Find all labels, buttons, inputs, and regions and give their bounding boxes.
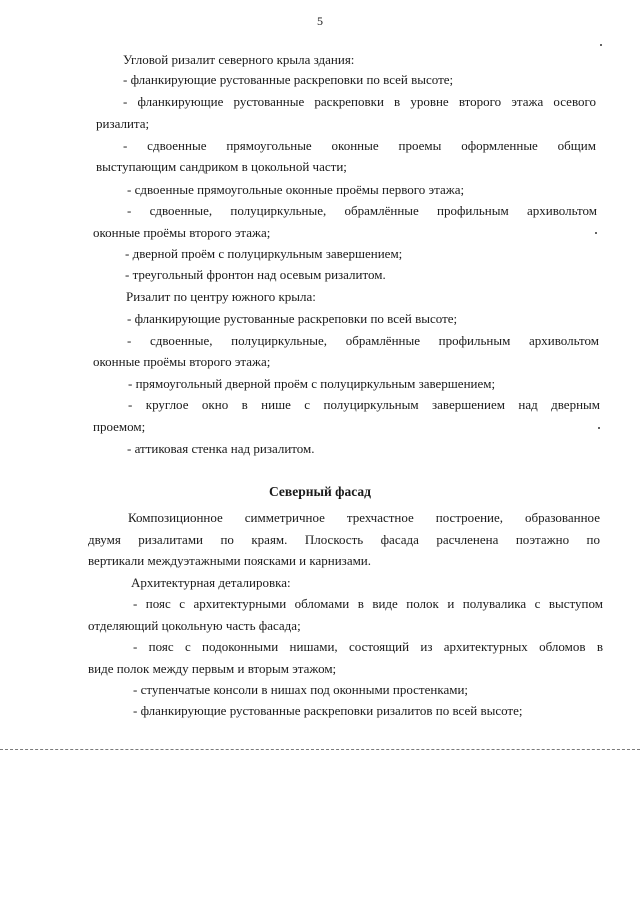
text-line: Ризалит по центру южного крыла: (126, 289, 316, 304)
page-divider (0, 749, 640, 751)
text-line: - треугольный фронтон над осевым ризалитом. (125, 267, 386, 282)
text-line: оконные проёмы второго этажа; (93, 225, 271, 240)
text-line: проемом; (93, 419, 146, 434)
text-line: вертикали междуэтажными поясками и карнизами. (88, 553, 372, 568)
scan-speck (595, 232, 597, 234)
text-line: - фланкирующие рустованные раскреповки по всей высоте; (123, 72, 454, 87)
text-line: отделяющий цокольную часть фасада; (88, 618, 301, 633)
text-line: - дверной проём с полуциркульным завершением; (125, 246, 403, 261)
text-line: ризалита; (96, 116, 150, 131)
text-line: - прямоугольный дверной проём с полуциркульным завершением; (128, 376, 496, 391)
text-line: - пояс с подоконными нишами, состоящий из архитектурных обломов в (133, 639, 603, 654)
text-line: - сдвоенные, полуциркульные, обрамлённые профильным архивольтом (127, 203, 597, 218)
text-line: выступающим сандриком в цокольной части; (96, 159, 347, 174)
text-line: - фланкирующие рустованные раскреповки ризалитов по всей высоте; (133, 703, 523, 718)
text-line: Угловой ризалит северного крыла здания: (123, 52, 355, 67)
text-line: - сдвоенные прямоугольные оконные проемы оформленные общим (123, 138, 596, 153)
text-line: виде полок между первым и вторым этажом; (88, 661, 337, 676)
text-line: оконные проёмы второго этажа; (93, 354, 271, 369)
text-line: - сдвоенные, полуциркульные, обрамлённые профильным архивольтом (127, 333, 599, 348)
text-line: - фланкирующие рустованные раскреповки в уровне второго этажа осевого (123, 94, 596, 109)
scan-speck (598, 427, 600, 429)
scan-speck (600, 44, 602, 46)
text-line: - аттиковая стенка над ризалитом. (127, 441, 315, 456)
text-line: - ступенчатые консоли в нишах под оконными простенками; (133, 682, 469, 697)
text-line: Архитектурная деталировка: (131, 575, 291, 590)
text-line: - сдвоенные прямоугольные оконные проёмы первого этажа; (127, 182, 465, 197)
text-line: - пояс с архитектурными обломами в виде полок и полувалика с выступом (133, 596, 603, 611)
page-number: 5 (317, 14, 323, 28)
text-line: - круглое окно в нише с полуциркульным завершением над дверным (128, 397, 600, 412)
text-line: двумя ризалитами по краям. Плоскость фасада расчленена поэтажно по (88, 532, 600, 547)
text-line: Композиционное симметричное трехчастное построение, образованное (128, 510, 600, 525)
section-heading: Северный фасад (269, 484, 371, 499)
text-line: - фланкирующие рустованные раскреповки по всей высоте; (127, 311, 458, 326)
